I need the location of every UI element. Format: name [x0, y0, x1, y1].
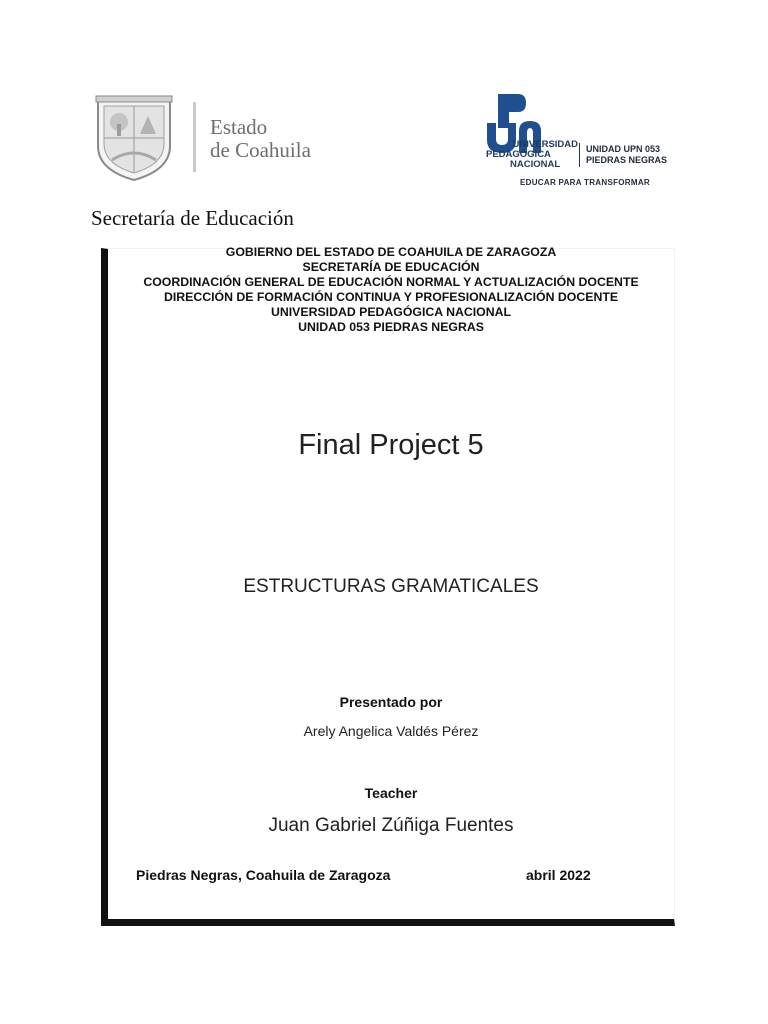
- gov-line: DIRECCIÓN DE FORMACIÓN CONTINUA Y PROFESIONALIZACIÓN DOCENTE: [163, 290, 619, 304]
- gov-line: COORDINACIÓN GENERAL DE EDUCACIÓN NORMAL Y ACTUALIZACIÓN DOCENTE: [143, 275, 639, 289]
- teacher-label: Teacher: [364, 785, 418, 801]
- presented-by-label: Presentado por: [339, 694, 443, 710]
- gov-line: GOBIERNO DEL ESTADO DE COAHUILA DE ZARAGOZA: [225, 245, 557, 259]
- subject-title: ESTRUCTURAS GRAMATICALES: [243, 576, 539, 597]
- upn-name-line2: PEDAGÓGICA: [486, 149, 551, 160]
- upn-unit: [586, 144, 667, 166]
- coahuila-wordmark: [210, 116, 311, 162]
- place-text: Piedras Negras, Coahuila de Zaragoza: [136, 867, 391, 883]
- upn-unit-line1: UNIDAD UPN 053: [586, 144, 661, 154]
- secretaria-heading: Secretaría de Educación: [91, 206, 294, 230]
- cover-frame: [101, 245, 675, 926]
- teacher-name: Juan Gabriel Zúñiga Fuentes: [268, 815, 514, 836]
- gov-line: UNIVERSIDAD PEDAGÓGICA NACIONAL: [270, 305, 512, 319]
- coahuila-divider: [193, 102, 196, 172]
- upn-separator: [579, 143, 580, 167]
- upn-unit-line2: PIEDRAS NEGRAS: [586, 155, 668, 165]
- coahuila-logo: [92, 94, 332, 184]
- gov-line: SECRETARÍA DE EDUCACIÓN: [302, 260, 480, 274]
- coahuila-line1: Estado: [210, 115, 268, 139]
- project-title: Final Project 5: [298, 429, 484, 461]
- coahuila-coat-of-arms-icon: [92, 94, 176, 182]
- student-name: Arely Angelica Valdés Pérez: [303, 723, 479, 739]
- upn-name-line3: NACIONAL: [510, 159, 561, 170]
- upn-slogan: EDUCAR PARA TRANSFORMAR: [520, 178, 651, 187]
- upn-name: [486, 140, 578, 170]
- gov-line: UNIDAD 053 PIEDRAS NEGRAS: [298, 320, 484, 334]
- date-text: abril 2022: [526, 867, 591, 883]
- upn-name-line1: UNIVERSIDAD: [512, 139, 578, 150]
- coahuila-line2: de Coahuila: [210, 138, 311, 162]
- upn-logo: [486, 93, 686, 193]
- government-heading: [108, 245, 674, 335]
